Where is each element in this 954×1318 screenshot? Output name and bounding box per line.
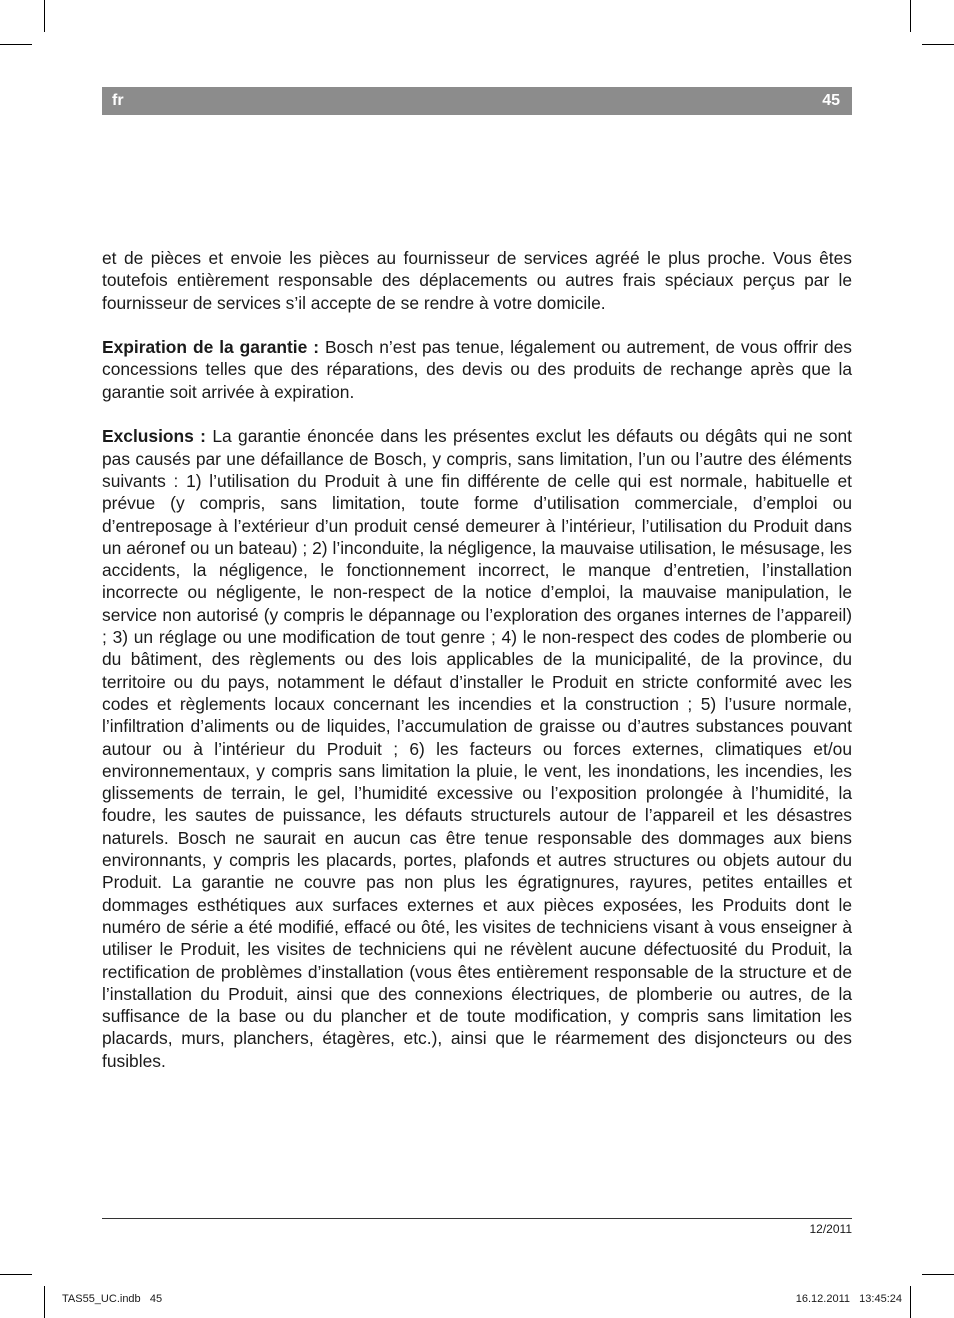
document-body xyxy=(102,247,852,1072)
warranty-expiration-heading: Expiration de la garantie : xyxy=(102,337,320,358)
crop-mark-top-left-horizontal xyxy=(0,44,32,45)
page-number: 45 xyxy=(822,92,840,109)
crop-mark-bottom-left-horizontal xyxy=(0,1274,32,1275)
paragraph-warranty-expiration xyxy=(102,336,852,403)
print-slug-timestamp: 16.12.2011 13:45:24 xyxy=(795,1293,902,1305)
footer-rule xyxy=(102,1218,852,1219)
print-slug-filename: TAS55_UC.indb 45 xyxy=(62,1293,163,1305)
crop-mark-top-right-vertical xyxy=(910,0,911,32)
crop-mark-bottom-right-horizontal xyxy=(922,1274,954,1275)
paragraph-continuation xyxy=(102,247,852,314)
exclusions-heading: Exclusions : xyxy=(102,426,206,447)
paragraph-continuation-text: et de pièces et envoie les pièces au fournisseur de services agréé le plus proche. Vous êtes toutefois entièrement responsable des déplacements ou autres frais spéciaux perçus par le fournisseur de services s’il accepte de se rendre à votre domicile. xyxy=(102,248,852,313)
exclusions-text: La garantie énoncée dans les présentes exclut les défauts ou dégâts qui ne sont pas causés par une défaillance de Bosch, y compris, sans limitation, l’un ou l’autre des éléments suivants : 1) l’utilisation du Produit à une fin différente de celle qui est normale, habituelle et prévue (y compris, sans limitation, toute forme d’utilisation commerciale, d’emploi ou d’entreposage à l’extérieur d’un produit censé demeurer à l’intérieur, l’utilisation du Produit dans un aéronef ou un bateau) ; 2) l’inconduite, la négligence, la mauvaise utilisation, le mésusage, les accidents, la négligence, le fonctionnement incorrect, le manque d’entretien, l’installation incorrecte ou négligente, le non-respect de la notice d’emploi, la mauvaise manipulation, le service non autorisé (y compris le dépannage ou l’exploration des organes internes de l’appareil) ; 3) un réglage ou une modification de tout genre ; 4) le non-respect des codes de plomberie ou du bâtiment, des règlements ou des lois applicables de la municipalité, de la province, du territoire ou du pays, notamment le défaut d’installer le Produit en stricte conformité avec les codes et règlements locaux concernant les incendies et la construction ; 5) l’usure normale, l’infiltration d’aliments ou de liquides, l’accumulation de graisse ou d’autres substances pouvant autour ou à l’intérieur du Produit ; 6) les facteurs ou forces externes, climatiques et/ou environnementaux, y compris sans limitation la pluie, le vent, les inondations, les incendies, les glissements de terrain, le gel, l’humidité excessive ou l’exposition prolongée à l’humidité, la foudre, les sautes de puissance, les défauts structurels autour de l’appareil et les désastres naturels. Bosch ne saurait en aucun cas être tenue responsable des dommages aux biens environnants, y compris les placards, portes, plafonds et autres structures ou objets autour du Produit. La garantie ne couvre pas non plus les égratignures, rayures, petites entailles et dommages esthétiques aux surfaces externes et aux pièces exposées, les Produits dont le numéro de série a été modifié, effacé ou ôté, les visites de techniciens visant à vous enseigner à utiliser le Produit, les visites de techniciens qui ne révèlent aucune défectuosité du Produit, la rectification de problèmes d’installation (vous êtes entièrement responsable de la structure et de l’installation du Produit, ainsi que des connexions électriques, de plomberie ou autres, de la suffisance de la base ou du plancher et de toute modification, y compris sans limitation les placards, murs, planchers, étagères, etc.), ainsi que le réarmement des disjoncteurs ou des fusibles. xyxy=(102,426,852,1071)
footer-date: 12/2011 xyxy=(809,1222,852,1236)
paragraph-exclusions xyxy=(102,425,852,1072)
language-code: fr xyxy=(112,92,124,109)
crop-mark-top-right-horizontal xyxy=(922,44,954,45)
page-header-bar xyxy=(102,87,852,115)
crop-mark-bottom-right-vertical xyxy=(910,1286,911,1318)
crop-mark-top-left-vertical xyxy=(44,0,45,32)
crop-mark-bottom-left-vertical xyxy=(44,1286,45,1318)
warranty-expiration-text: Bosch n’est pas tenue, légalement ou autrement, de vous offrir des concessions telles que des réparations, des devis ou des produits de rechange après que la garantie soit arrivée à expiration. xyxy=(102,337,852,402)
